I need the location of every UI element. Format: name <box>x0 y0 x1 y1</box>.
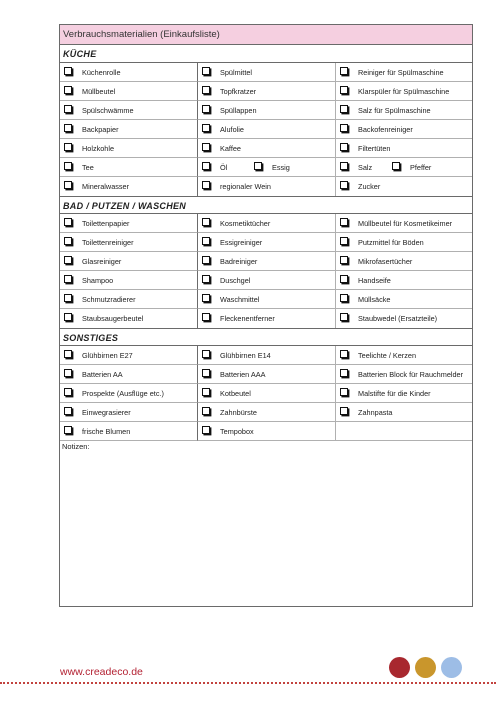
checkbox[interactable] <box>202 313 210 321</box>
checkbox[interactable] <box>64 67 72 75</box>
checkbox[interactable] <box>340 105 348 113</box>
checkbox[interactable] <box>202 388 210 396</box>
footer-dot-blue <box>441 657 462 678</box>
list-item[interactable] <box>198 365 336 384</box>
item-label: Zahnbürste <box>220 408 257 417</box>
item-label: Essig <box>272 163 290 172</box>
item-label: Mikrofasertücher <box>358 257 413 266</box>
footer-dot-red <box>389 657 410 678</box>
item-label: Malstifte für die Kinder <box>358 389 431 398</box>
list-row <box>60 365 472 384</box>
item-label: Spülschwämme <box>82 106 134 115</box>
checkbox[interactable] <box>340 143 348 151</box>
checkbox[interactable] <box>64 105 72 113</box>
list-item[interactable] <box>336 214 472 233</box>
checkbox[interactable] <box>202 181 210 189</box>
list-row <box>60 252 472 271</box>
item-label: Waschmittel <box>220 295 260 304</box>
checkbox[interactable] <box>64 124 72 132</box>
item-label: Batterien AA <box>82 370 123 379</box>
checkbox[interactable] <box>340 218 348 226</box>
list-row <box>60 158 472 177</box>
list-item[interactable] <box>336 365 472 384</box>
list-item[interactable] <box>60 214 198 233</box>
list-item[interactable] <box>198 82 336 101</box>
list-item[interactable] <box>60 290 198 309</box>
item-label: Batterien Block für Rauchmelder <box>358 370 464 379</box>
checkbox[interactable] <box>64 181 72 189</box>
bad-rows <box>60 214 472 328</box>
item-label: Toilettenpapier <box>82 219 130 228</box>
list-row <box>60 233 472 252</box>
checkbox[interactable] <box>64 275 72 283</box>
list-item[interactable] <box>60 365 198 384</box>
list-item[interactable] <box>60 233 198 252</box>
item-label: Einwegrasierer <box>82 408 131 417</box>
checkbox[interactable] <box>202 369 210 377</box>
checkbox[interactable] <box>202 275 210 283</box>
list-item[interactable] <box>60 120 198 139</box>
checkbox[interactable] <box>202 294 210 302</box>
checkbox[interactable] <box>254 162 262 170</box>
list-item[interactable] <box>336 271 472 290</box>
item-label: Teelichte / Kerzen <box>358 351 417 360</box>
list-row <box>60 139 472 158</box>
checkbox[interactable] <box>340 388 348 396</box>
item-label: Topfkratzer <box>220 87 257 96</box>
item-label: Backofenreiniger <box>358 125 413 134</box>
checkbox[interactable] <box>340 67 348 75</box>
list-item[interactable] <box>198 158 336 177</box>
list-row <box>60 403 472 422</box>
list-item[interactable] <box>198 309 336 328</box>
list-item[interactable] <box>60 101 198 120</box>
list-item[interactable] <box>336 139 472 158</box>
checkbox[interactable] <box>202 426 210 434</box>
checkbox[interactable] <box>340 350 348 358</box>
item-label: Küchenrolle <box>82 68 121 77</box>
item-label: Mineralwasser <box>82 182 130 191</box>
checkbox[interactable] <box>64 426 72 434</box>
checkbox[interactable] <box>202 237 210 245</box>
section-heading-bad: BAD / PUTZEN / WASCHEN <box>60 196 472 214</box>
list-title: Verbrauchsmaterialien (Einkaufsliste) <box>60 25 472 45</box>
footer-dot-gold <box>415 657 436 678</box>
notes-area[interactable] <box>60 441 472 619</box>
item-label: Glühbirnen E14 <box>220 351 271 360</box>
list-item[interactable] <box>198 346 336 365</box>
list-row <box>60 214 472 233</box>
kueche-rows <box>60 63 472 196</box>
list-item[interactable] <box>336 422 472 441</box>
list-item[interactable] <box>198 422 336 441</box>
list-item[interactable] <box>336 177 472 196</box>
checkbox[interactable] <box>202 162 210 170</box>
checkbox[interactable] <box>340 124 348 132</box>
list-item[interactable] <box>198 139 336 158</box>
sonstiges-rows <box>60 346 472 441</box>
list-row <box>60 120 472 139</box>
checkbox[interactable] <box>340 369 348 377</box>
list-item[interactable] <box>60 346 198 365</box>
checkbox[interactable] <box>64 237 72 245</box>
item-label: Kosmetiktücher <box>220 219 271 228</box>
item-label: Backpapier <box>82 125 119 134</box>
item-label: Batterien AAA <box>220 370 266 379</box>
list-item[interactable] <box>198 233 336 252</box>
list-item[interactable] <box>336 63 472 82</box>
checkbox[interactable] <box>202 350 210 358</box>
checkbox[interactable] <box>202 407 210 415</box>
item-label: Prospekte (Ausflüge etc.) <box>82 389 164 398</box>
checkbox[interactable] <box>64 86 72 94</box>
item-label: Müllbeutel <box>82 87 116 96</box>
checkbox[interactable] <box>392 162 400 170</box>
list-item[interactable] <box>198 252 336 271</box>
item-label: regionaler Wein <box>220 182 271 191</box>
checkbox[interactable] <box>340 275 348 283</box>
list-item[interactable] <box>198 290 336 309</box>
item-label: Glasreiniger <box>82 257 122 266</box>
item-label: Öl <box>220 163 228 172</box>
section-heading-kueche: KÜCHE <box>60 45 472 63</box>
item-label: Glühbirnen E27 <box>82 351 133 360</box>
list-item[interactable] <box>336 309 472 328</box>
item-label: Handseife <box>358 276 391 285</box>
list-row <box>60 384 472 403</box>
list-item[interactable] <box>198 120 336 139</box>
list-item[interactable] <box>60 63 198 82</box>
item-label: Pfeffer <box>410 163 432 172</box>
checkbox[interactable] <box>64 350 72 358</box>
list-item[interactable] <box>60 384 198 403</box>
item-label: Zahnpasta <box>358 408 393 417</box>
list-row <box>60 290 472 309</box>
list-item[interactable] <box>336 290 472 309</box>
list-row <box>60 271 472 290</box>
list-item[interactable] <box>60 403 198 422</box>
item-label: Duschgel <box>220 276 251 285</box>
list-item[interactable] <box>198 63 336 82</box>
checkbox[interactable] <box>202 124 210 132</box>
checkbox[interactable] <box>64 313 72 321</box>
list-item[interactable] <box>198 177 336 196</box>
list-item[interactable] <box>60 309 198 328</box>
list-item[interactable] <box>336 233 472 252</box>
website-link[interactable]: www.creadeco.de <box>60 666 143 678</box>
item-label: Tee <box>82 163 94 172</box>
checkbox[interactable] <box>340 237 348 245</box>
item-label: Putzmittel für Böden <box>358 238 424 247</box>
list-item[interactable] <box>198 403 336 422</box>
list-row <box>60 177 472 196</box>
list-item[interactable] <box>336 252 472 271</box>
list-item[interactable] <box>60 82 198 101</box>
checkbox[interactable] <box>64 143 72 151</box>
item-label: frische Blumen <box>82 427 131 436</box>
list-item[interactable] <box>198 214 336 233</box>
list-item[interactable] <box>60 139 198 158</box>
list-item[interactable] <box>60 252 198 271</box>
list-item[interactable] <box>198 101 336 120</box>
checkbox[interactable] <box>202 105 210 113</box>
notes-label: Notizen: <box>62 442 90 451</box>
checkbox[interactable] <box>340 162 348 170</box>
checkbox[interactable] <box>340 407 348 415</box>
item-label: Salz <box>358 163 373 172</box>
item-label: Badreiniger <box>220 257 258 266</box>
list-item[interactable] <box>336 403 472 422</box>
checkbox[interactable] <box>64 162 72 170</box>
checkbox[interactable] <box>340 313 348 321</box>
checkbox[interactable] <box>340 86 348 94</box>
section-heading-sonstiges: SONSTIGES <box>60 328 472 346</box>
list-row <box>60 309 472 328</box>
checkbox[interactable] <box>202 256 210 264</box>
checkbox[interactable] <box>64 407 72 415</box>
shopping-list-sheet <box>59 24 473 607</box>
item-label: Fleckenentferner <box>220 314 275 323</box>
item-label: Zucker <box>358 182 381 191</box>
footer-dotted-divider <box>0 682 496 684</box>
list-row <box>60 82 472 101</box>
checkbox[interactable] <box>64 294 72 302</box>
item-label: Müllsäcke <box>358 295 391 304</box>
list-item[interactable] <box>336 120 472 139</box>
list-row <box>60 101 472 120</box>
item-label: Spüllappen <box>220 106 257 115</box>
item-label: Tempobox <box>220 427 254 436</box>
item-label: Shampoo <box>82 276 114 285</box>
item-label: Alufolie <box>220 125 244 134</box>
item-label: Salz für Spülmaschine <box>358 106 431 115</box>
list-item[interactable] <box>198 271 336 290</box>
list-row <box>60 422 472 441</box>
checkbox[interactable] <box>202 218 210 226</box>
item-label: Holzkohle <box>82 144 115 153</box>
item-label: Filtertüten <box>358 144 391 153</box>
list-item[interactable] <box>336 82 472 101</box>
item-label: Reiniger für Spülmaschine <box>358 68 444 77</box>
checkbox[interactable] <box>340 294 348 302</box>
list-item[interactable] <box>60 271 198 290</box>
checkbox[interactable] <box>340 256 348 264</box>
item-label: Schmutzradierer <box>82 295 136 304</box>
list-item[interactable] <box>336 346 472 365</box>
checkbox[interactable] <box>340 181 348 189</box>
item-label: Staubwedel (Ersatzteile) <box>358 314 438 323</box>
checkbox[interactable] <box>202 86 210 94</box>
item-label: Kaffee <box>220 144 241 153</box>
item-label: Essigreiniger <box>220 238 263 247</box>
item-label: Kotbeutel <box>220 389 251 398</box>
list-item[interactable] <box>336 384 472 403</box>
list-item[interactable] <box>60 158 198 177</box>
list-item[interactable] <box>60 422 198 441</box>
item-label: Spülmittel <box>220 68 253 77</box>
item-label: Müllbeutel für Kosmetikeimer <box>358 219 453 228</box>
checkbox[interactable] <box>64 256 72 264</box>
list-item[interactable] <box>336 101 472 120</box>
list-item[interactable] <box>336 158 472 177</box>
item-label: Staubsaugerbeutel <box>82 314 144 323</box>
checkbox[interactable] <box>64 369 72 377</box>
checkbox[interactable] <box>64 388 72 396</box>
list-row <box>60 63 472 82</box>
item-label: Klarspüler für Spülmaschine <box>358 87 450 96</box>
item-label: Toilettenreiniger <box>82 238 134 247</box>
list-item[interactable] <box>198 384 336 403</box>
checkbox[interactable] <box>202 67 210 75</box>
list-row <box>60 346 472 365</box>
checkbox[interactable] <box>202 143 210 151</box>
checkbox[interactable] <box>64 218 72 226</box>
list-item[interactable] <box>60 177 198 196</box>
